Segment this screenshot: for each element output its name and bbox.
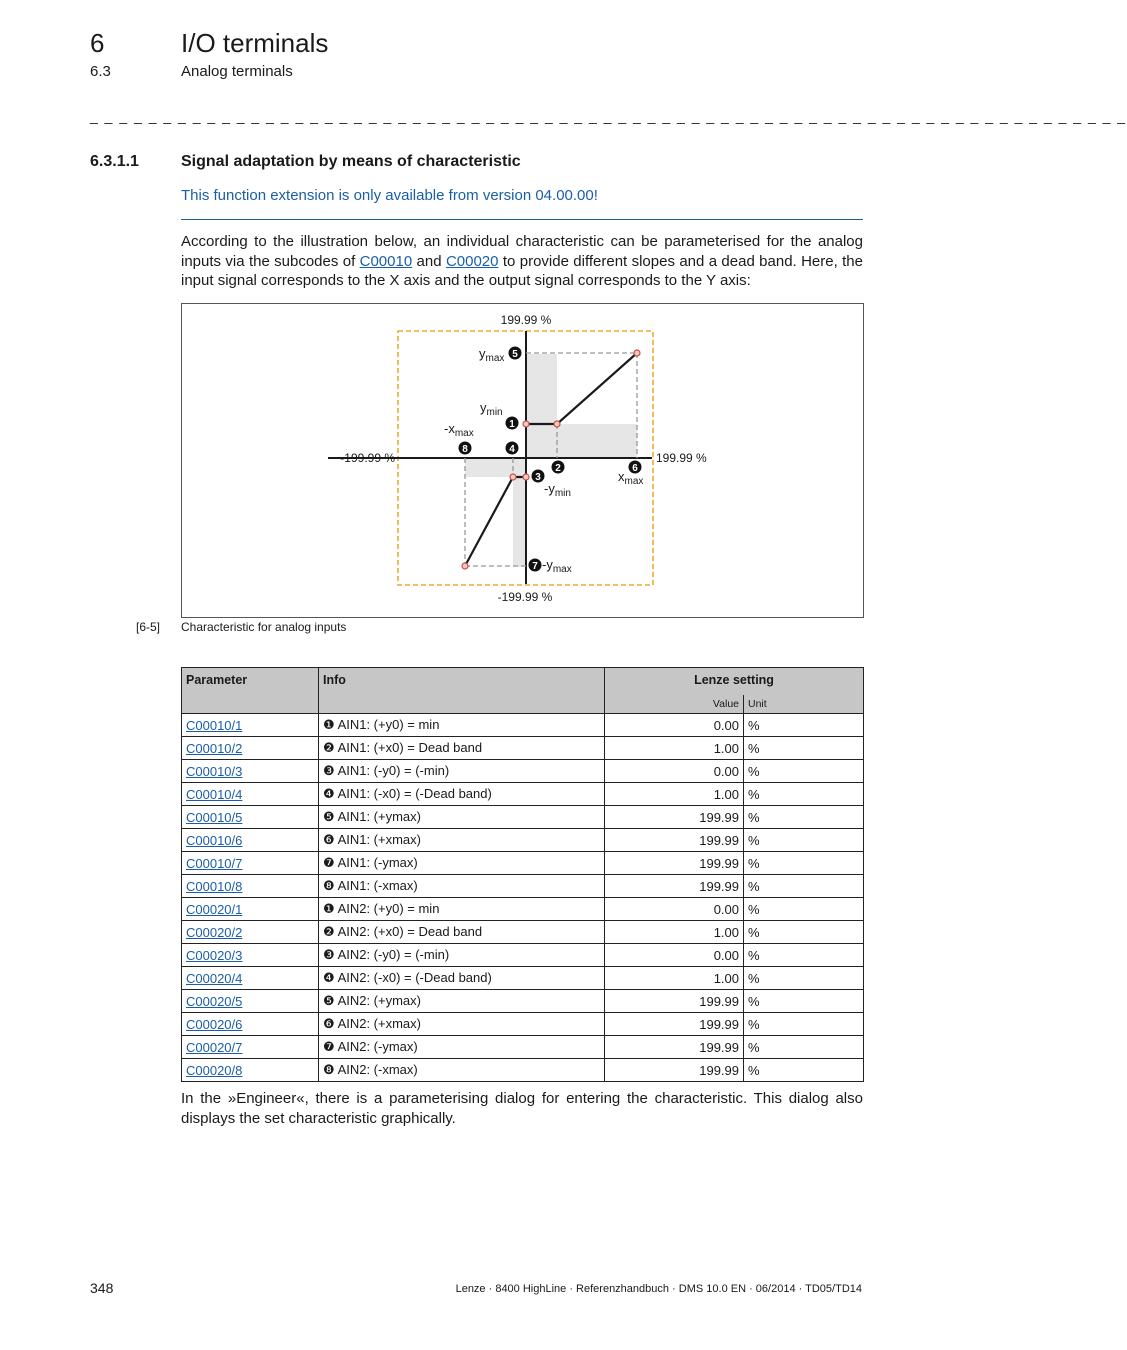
info-cell bbox=[319, 829, 605, 852]
label-ymax: $y_{max}$ bbox=[479, 346, 505, 364]
marker-glyph: ❻ bbox=[323, 832, 335, 847]
table-row bbox=[182, 783, 864, 806]
marker-glyph: ❷ bbox=[323, 924, 335, 939]
param-cell bbox=[182, 806, 319, 829]
info-text: AIN1: (+x0) = Dead band bbox=[337, 740, 483, 755]
header-parameter: Parameter bbox=[182, 668, 319, 714]
marker-glyph: ❽ bbox=[323, 878, 335, 893]
closing-paragraph: In the »Engineer«, there is a parameterising dialog for entering the characteristic. This dialog also displays the set characteristic graphically. bbox=[181, 1090, 863, 1127]
marker-6 bbox=[629, 461, 642, 475]
param-cell bbox=[182, 1059, 319, 1082]
subsection-title: Signal adaptation by means of characteristic bbox=[181, 153, 521, 170]
label-ymin: $y_{min}$ bbox=[480, 400, 503, 418]
info-cell bbox=[319, 990, 605, 1013]
value-cell: 1.00 bbox=[605, 967, 744, 990]
value-cell: 0.00 bbox=[605, 898, 744, 921]
info-text: AIN1: (+xmax) bbox=[337, 832, 421, 847]
table-row bbox=[182, 806, 864, 829]
marker-7 bbox=[529, 559, 542, 573]
label-bottom: -199.99 % bbox=[497, 590, 553, 604]
label-top: 199.99 % bbox=[500, 313, 552, 327]
marker-glyph: ❹ bbox=[323, 786, 335, 801]
marker-glyph: ❷ bbox=[323, 740, 335, 755]
label-neg-ymax: $-y_{max}$ bbox=[542, 557, 572, 575]
unit-cell: % bbox=[744, 990, 864, 1013]
info-text: AIN2: (-ymax) bbox=[337, 1039, 418, 1054]
footer-reference: Lenze · 8400 HighLine · Referenzhandbuch · DMS 10.0 EN · 06/2014 · TD05/TD14 bbox=[455, 1283, 862, 1295]
value-cell: 199.99 bbox=[605, 990, 744, 1013]
unit-cell: % bbox=[744, 852, 864, 875]
marker-glyph: ❺ bbox=[323, 993, 335, 1008]
characteristic-figure bbox=[181, 303, 864, 618]
svg-text:5: 5 bbox=[512, 349, 518, 360]
svg-text:3: 3 bbox=[535, 472, 541, 483]
marker-glyph: ❼ bbox=[323, 1039, 335, 1054]
value-cell: 1.00 bbox=[605, 737, 744, 760]
unit-cell: % bbox=[744, 898, 864, 921]
param-link[interactable]: C00020/1 bbox=[186, 901, 243, 917]
marker-glyph: ❸ bbox=[323, 947, 335, 962]
table-row bbox=[182, 714, 864, 737]
subsection-number: 6.3.1.1 bbox=[90, 153, 139, 170]
param-link[interactable]: C00010/6 bbox=[186, 832, 243, 848]
info-cell bbox=[319, 875, 605, 898]
info-cell bbox=[319, 852, 605, 875]
unit-cell: % bbox=[744, 829, 864, 852]
info-cell bbox=[319, 1013, 605, 1036]
param-link[interactable]: C00020/5 bbox=[186, 993, 243, 1009]
param-cell bbox=[182, 783, 319, 806]
info-cell bbox=[319, 1036, 605, 1059]
header-lenze-setting: Lenze setting bbox=[605, 668, 864, 696]
value-cell: 1.00 bbox=[605, 921, 744, 944]
param-link[interactable]: C00020/3 bbox=[186, 947, 243, 963]
marker-glyph: ❻ bbox=[323, 1016, 335, 1031]
info-text: AIN1: (-y0) = (-min) bbox=[337, 763, 450, 778]
shade-ymin-upper bbox=[526, 354, 557, 424]
table-row bbox=[182, 875, 864, 898]
chapter-title: I/O terminals bbox=[181, 28, 329, 58]
svg-text:2: 2 bbox=[555, 463, 561, 474]
info-cell bbox=[319, 1059, 605, 1082]
value-cell: 199.99 bbox=[605, 1059, 744, 1082]
table-row bbox=[182, 921, 864, 944]
value-cell: 199.99 bbox=[605, 1013, 744, 1036]
unit-cell: % bbox=[744, 737, 864, 760]
unit-cell: % bbox=[744, 783, 864, 806]
shade-ymin-lower bbox=[513, 477, 526, 567]
param-link[interactable]: C00010/1 bbox=[186, 717, 243, 733]
info-cell bbox=[319, 714, 605, 737]
unit-cell: % bbox=[744, 967, 864, 990]
param-cell bbox=[182, 760, 319, 783]
param-cell bbox=[182, 1013, 319, 1036]
param-cell bbox=[182, 898, 319, 921]
parameter-table bbox=[181, 667, 864, 1082]
param-cell bbox=[182, 1036, 319, 1059]
label-neg-ymin: $-y_{min}$ bbox=[544, 481, 571, 499]
table-row bbox=[182, 1059, 864, 1082]
marker-glyph: ❽ bbox=[323, 1062, 335, 1077]
value-cell: 0.00 bbox=[605, 760, 744, 783]
param-link[interactable]: C00010/7 bbox=[186, 855, 243, 871]
marker-glyph: ❶ bbox=[323, 901, 335, 916]
info-text: AIN2: (+xmax) bbox=[337, 1016, 421, 1031]
svg-text:4: 4 bbox=[509, 444, 515, 455]
marker-glyph: ❹ bbox=[323, 970, 335, 985]
info-text: AIN2: (-x0) = (-Dead band) bbox=[337, 970, 492, 985]
chapter-number: 6 bbox=[90, 28, 105, 58]
unit-cell: % bbox=[744, 714, 864, 737]
link-c00010[interactable]: C00010 bbox=[359, 252, 413, 270]
figure-caption-number: [6-5] bbox=[136, 620, 161, 634]
marker-1 bbox=[506, 417, 519, 431]
table-row bbox=[182, 737, 864, 760]
section-title-header: Analog terminals bbox=[181, 63, 293, 80]
table-row bbox=[182, 852, 864, 875]
value-cell: 199.99 bbox=[605, 1036, 744, 1059]
param-link[interactable]: C00020/7 bbox=[186, 1039, 243, 1055]
info-text: AIN1: (+ymax) bbox=[337, 809, 421, 824]
param-cell bbox=[182, 921, 319, 944]
info-text: AIN2: (+ymax) bbox=[337, 993, 421, 1008]
info-text: AIN2: (+y0) = min bbox=[337, 901, 440, 916]
marker-5 bbox=[509, 347, 522, 361]
unit-cell: % bbox=[744, 1059, 864, 1082]
marker-3 bbox=[532, 470, 545, 484]
info-cell bbox=[319, 737, 605, 760]
header-divider: _ _ _ _ _ _ _ _ _ _ _ _ _ _ _ _ _ _ _ _ _ _ _ _ _ _ _ _ _ _ _ _ _ _ _ _ _ _ _ _ _ _ _ _ _ _ _ _ _ _ _ _ _ _ _ _ _ _ _ _ _ _ _ _ _ _ _ _ _ _ _ bbox=[90, 108, 1127, 124]
marker-glyph: ❺ bbox=[323, 809, 335, 824]
value-cell: 199.99 bbox=[605, 829, 744, 852]
header-unit: Unit bbox=[744, 695, 864, 714]
unit-cell: % bbox=[744, 875, 864, 898]
version-note: This function extension is only available from version 04.00.00! bbox=[181, 187, 598, 204]
param-link[interactable]: C00020/4 bbox=[186, 970, 243, 986]
param-cell bbox=[182, 714, 319, 737]
table-row bbox=[182, 990, 864, 1013]
table-row bbox=[182, 967, 864, 990]
param-link[interactable]: C00020/6 bbox=[186, 1016, 243, 1032]
info-text: AIN2: (+x0) = Dead band bbox=[337, 924, 483, 939]
marker-glyph: ❸ bbox=[323, 763, 335, 778]
label-right: 199.99 % bbox=[656, 451, 707, 465]
value-cell: 0.00 bbox=[605, 714, 744, 737]
table-row bbox=[182, 760, 864, 783]
table-row bbox=[182, 1036, 864, 1059]
intro-text-2: and bbox=[412, 252, 446, 270]
intro-paragraph bbox=[181, 232, 863, 291]
svg-text:8: 8 bbox=[462, 444, 468, 455]
info-text: AIN2: (-xmax) bbox=[337, 1062, 418, 1077]
param-link[interactable]: C00010/3 bbox=[186, 763, 243, 779]
section-number-header: 6.3 bbox=[90, 63, 111, 80]
header-value: Value bbox=[605, 695, 744, 714]
unit-cell: % bbox=[744, 944, 864, 967]
svg-text:6: 6 bbox=[632, 463, 638, 474]
info-cell bbox=[319, 967, 605, 990]
unit-cell: % bbox=[744, 1036, 864, 1059]
param-link[interactable]: C00010/5 bbox=[186, 809, 243, 825]
unit-cell: % bbox=[744, 806, 864, 829]
info-cell bbox=[319, 806, 605, 829]
marker-glyph: ❶ bbox=[323, 717, 335, 732]
value-cell: 0.00 bbox=[605, 944, 744, 967]
info-cell bbox=[319, 783, 605, 806]
parameter-table-body bbox=[182, 714, 864, 1082]
figure-caption: Characteristic for analog inputs bbox=[181, 620, 347, 634]
link-c00020[interactable]: C00020 bbox=[445, 252, 499, 270]
label-xmax: $x_{max}$ bbox=[618, 469, 644, 487]
param-link[interactable]: C00010/8 bbox=[186, 878, 243, 894]
param-cell bbox=[182, 967, 319, 990]
unit-cell: % bbox=[744, 1013, 864, 1036]
marker-8 bbox=[459, 442, 472, 456]
table-row bbox=[182, 829, 864, 852]
param-cell bbox=[182, 852, 319, 875]
shade-deadband-left bbox=[465, 458, 526, 477]
param-cell bbox=[182, 875, 319, 898]
marker-glyph: ❼ bbox=[323, 855, 335, 870]
value-cell: 1.00 bbox=[605, 783, 744, 806]
page-number: 348 bbox=[90, 1280, 114, 1296]
marker-4 bbox=[506, 442, 519, 456]
note-divider bbox=[181, 219, 863, 220]
intro-text-3: to provide different slopes and a dead band. Here, the input signal corresponds to the X axis and the output signal corresponds to the Y axis: bbox=[181, 252, 863, 289]
marker-2 bbox=[552, 461, 565, 475]
param-link[interactable]: C00020/8 bbox=[186, 1062, 243, 1078]
intro-text-1: According to the illustration below, an individual characteristic can be parameterised for the analog inputs via the subcodes of bbox=[181, 233, 863, 270]
info-text: AIN1: (-ymax) bbox=[337, 855, 418, 870]
svg-text:1: 1 bbox=[509, 419, 515, 430]
shade-deadband-right bbox=[526, 424, 637, 458]
info-cell bbox=[319, 760, 605, 783]
label-left: -199.99 % bbox=[340, 451, 395, 465]
param-cell bbox=[182, 990, 319, 1013]
header-info: Info bbox=[319, 668, 605, 714]
label-neg-xmax: $-x_{max}$ bbox=[444, 421, 474, 439]
info-cell bbox=[319, 921, 605, 944]
value-cell: 199.99 bbox=[605, 806, 744, 829]
characteristic-diagram bbox=[182, 304, 863, 617]
info-cell bbox=[319, 944, 605, 967]
info-cell bbox=[319, 898, 605, 921]
param-cell bbox=[182, 829, 319, 852]
param-cell bbox=[182, 737, 319, 760]
info-text: AIN2: (-y0) = (-min) bbox=[337, 947, 450, 962]
info-text: AIN1: (-xmax) bbox=[337, 878, 418, 893]
param-cell bbox=[182, 944, 319, 967]
info-text: AIN1: (+y0) = min bbox=[337, 717, 440, 732]
svg-text:7: 7 bbox=[532, 561, 538, 572]
table-row bbox=[182, 1013, 864, 1036]
param-link[interactable]: C00010/2 bbox=[186, 740, 243, 756]
param-link[interactable]: C00020/2 bbox=[186, 924, 243, 940]
unit-cell: % bbox=[744, 760, 864, 783]
table-row bbox=[182, 944, 864, 967]
info-text: AIN1: (-x0) = (-Dead band) bbox=[337, 786, 492, 801]
value-cell: 199.99 bbox=[605, 875, 744, 898]
value-cell: 199.99 bbox=[605, 852, 744, 875]
unit-cell: % bbox=[744, 921, 864, 944]
param-link[interactable]: C00010/4 bbox=[186, 786, 243, 802]
table-row bbox=[182, 898, 864, 921]
